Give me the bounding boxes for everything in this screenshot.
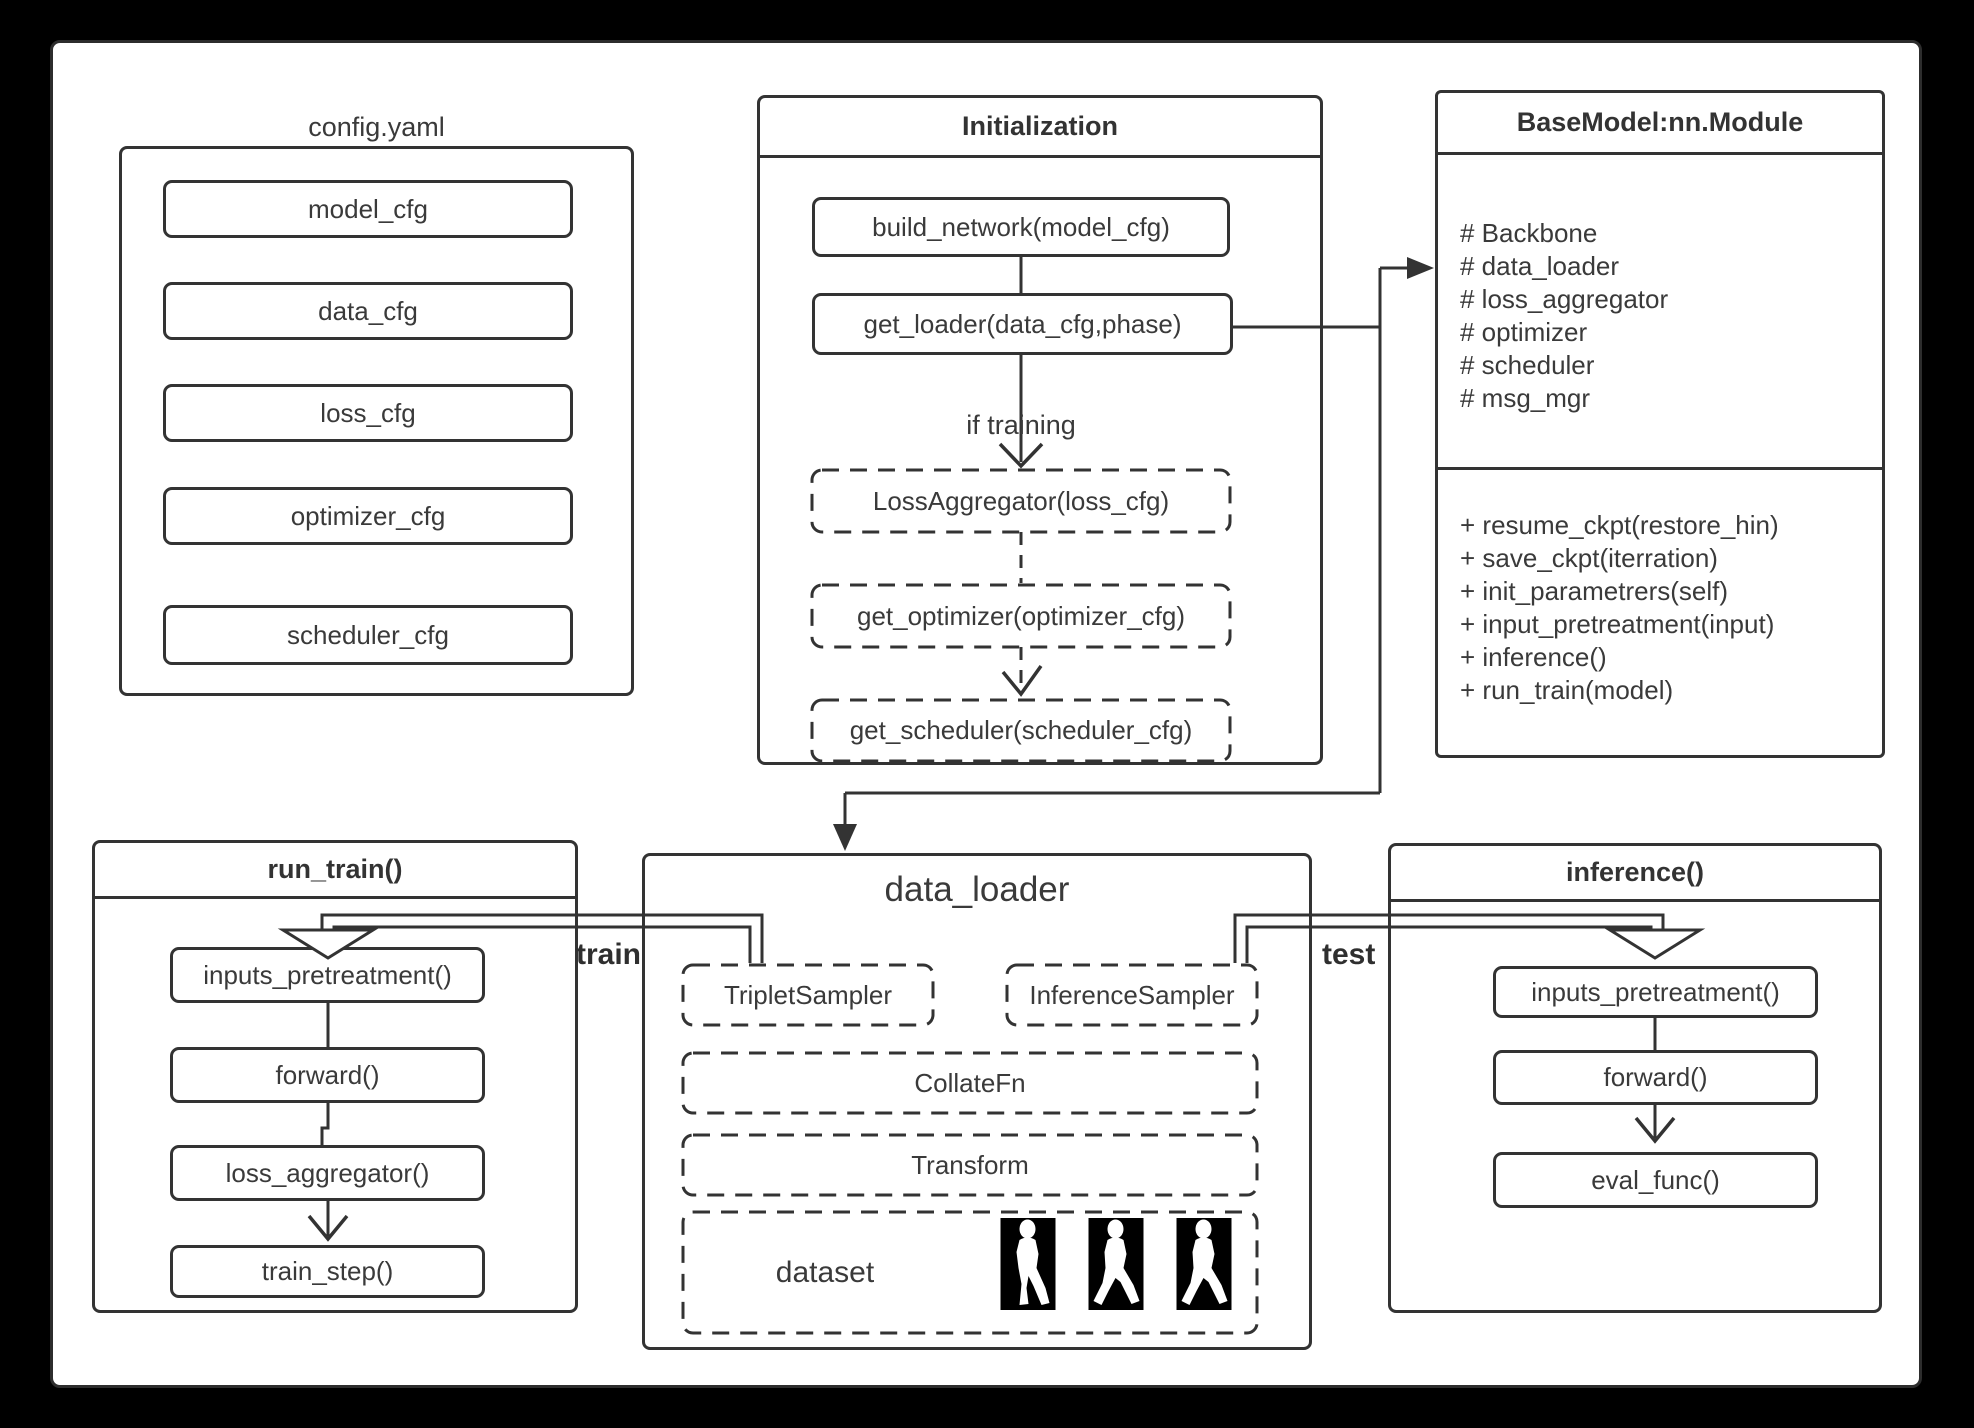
inference-step-eval-func: eval_func() [1493,1152,1818,1208]
config-item-scheduler-cfg: scheduler_cfg [163,605,573,665]
inference-sampler-box: InferenceSampler [1029,979,1235,1010]
gait-silhouette-icon [1080,1218,1152,1310]
train-edge-label: train [576,938,642,971]
run-train-step-train-step: train_step() [170,1245,485,1298]
method-resume-ckpt: + resume_ckpt(restore_hin) [1460,510,1779,540]
dataset-label: dataset [775,1255,875,1289]
transform-box: Transform [911,1149,1029,1180]
run-train-step-loss-aggregator: loss_aggregator() [170,1145,485,1201]
attr-msg-mgr: # msg_mgr [1460,383,1591,413]
config-item-optimizer-cfg: optimizer_cfg [163,487,573,545]
attr-backbone: # Backbone [1460,218,1598,248]
method-run-train: + run_train(model) [1460,675,1674,705]
step-get-optimizer: get_optimizer(optimizer_cfg) [856,600,1185,631]
basemodel-box [1435,90,1885,758]
run-train-step-inputs-pretreatment: inputs_pretreatment() [170,947,485,1003]
step-build-network: build_network(model_cfg) [812,197,1230,257]
method-inference: + inference() [1460,642,1607,672]
data-loader-title: data_loader [884,870,1070,909]
step-get-scheduler: get_scheduler(scheduler_cfg) [849,715,1193,745]
basemodel-attributes [1438,155,1882,470]
method-save-ckpt: + save_ckpt(iterration) [1460,543,1718,573]
gait-silhouette-icon [992,1218,1064,1310]
attr-scheduler: # scheduler [1460,350,1595,380]
inference-title: inference() [1391,846,1879,902]
attr-data-loader: # data_loader [1460,251,1620,281]
gait-silhouette-icon [1168,1218,1240,1310]
inference-step-forward: forward() [1493,1050,1818,1105]
config-item-model-cfg: model_cfg [163,180,573,238]
config-item-data-cfg: data_cfg [163,282,573,340]
collate-fn-box: CollateFn [914,1067,1026,1098]
basemodel-title: BaseModel:nn.Module [1438,93,1882,155]
run-train-step-forward: forward() [170,1047,485,1103]
triplet-sampler-box: TripletSampler [723,979,893,1010]
test-edge-label: test [1322,938,1376,971]
if-training-label: if training [966,409,1076,440]
config-item-loss-cfg: loss_cfg [163,384,573,442]
step-loss-aggregator-init: LossAggregator(loss_cfg) [872,485,1170,516]
inference-step-inputs-pretreatment: inputs_pretreatment() [1493,966,1818,1018]
method-input-pretreatment: + input_pretreatment(input) [1460,609,1775,639]
step-get-loader: get_loader(data_cfg,phase) [812,293,1233,355]
config-group-label: config.yaml [308,111,445,142]
basemodel-methods [1438,473,1882,755]
attr-loss-aggregator: # loss_aggregator [1460,284,1669,314]
method-init-parameters: + init_parametrers(self) [1460,576,1729,606]
attr-optimizer: # optimizer [1460,317,1588,347]
run-train-title: run_train() [95,843,575,899]
initialization-title: Initialization [760,98,1320,158]
